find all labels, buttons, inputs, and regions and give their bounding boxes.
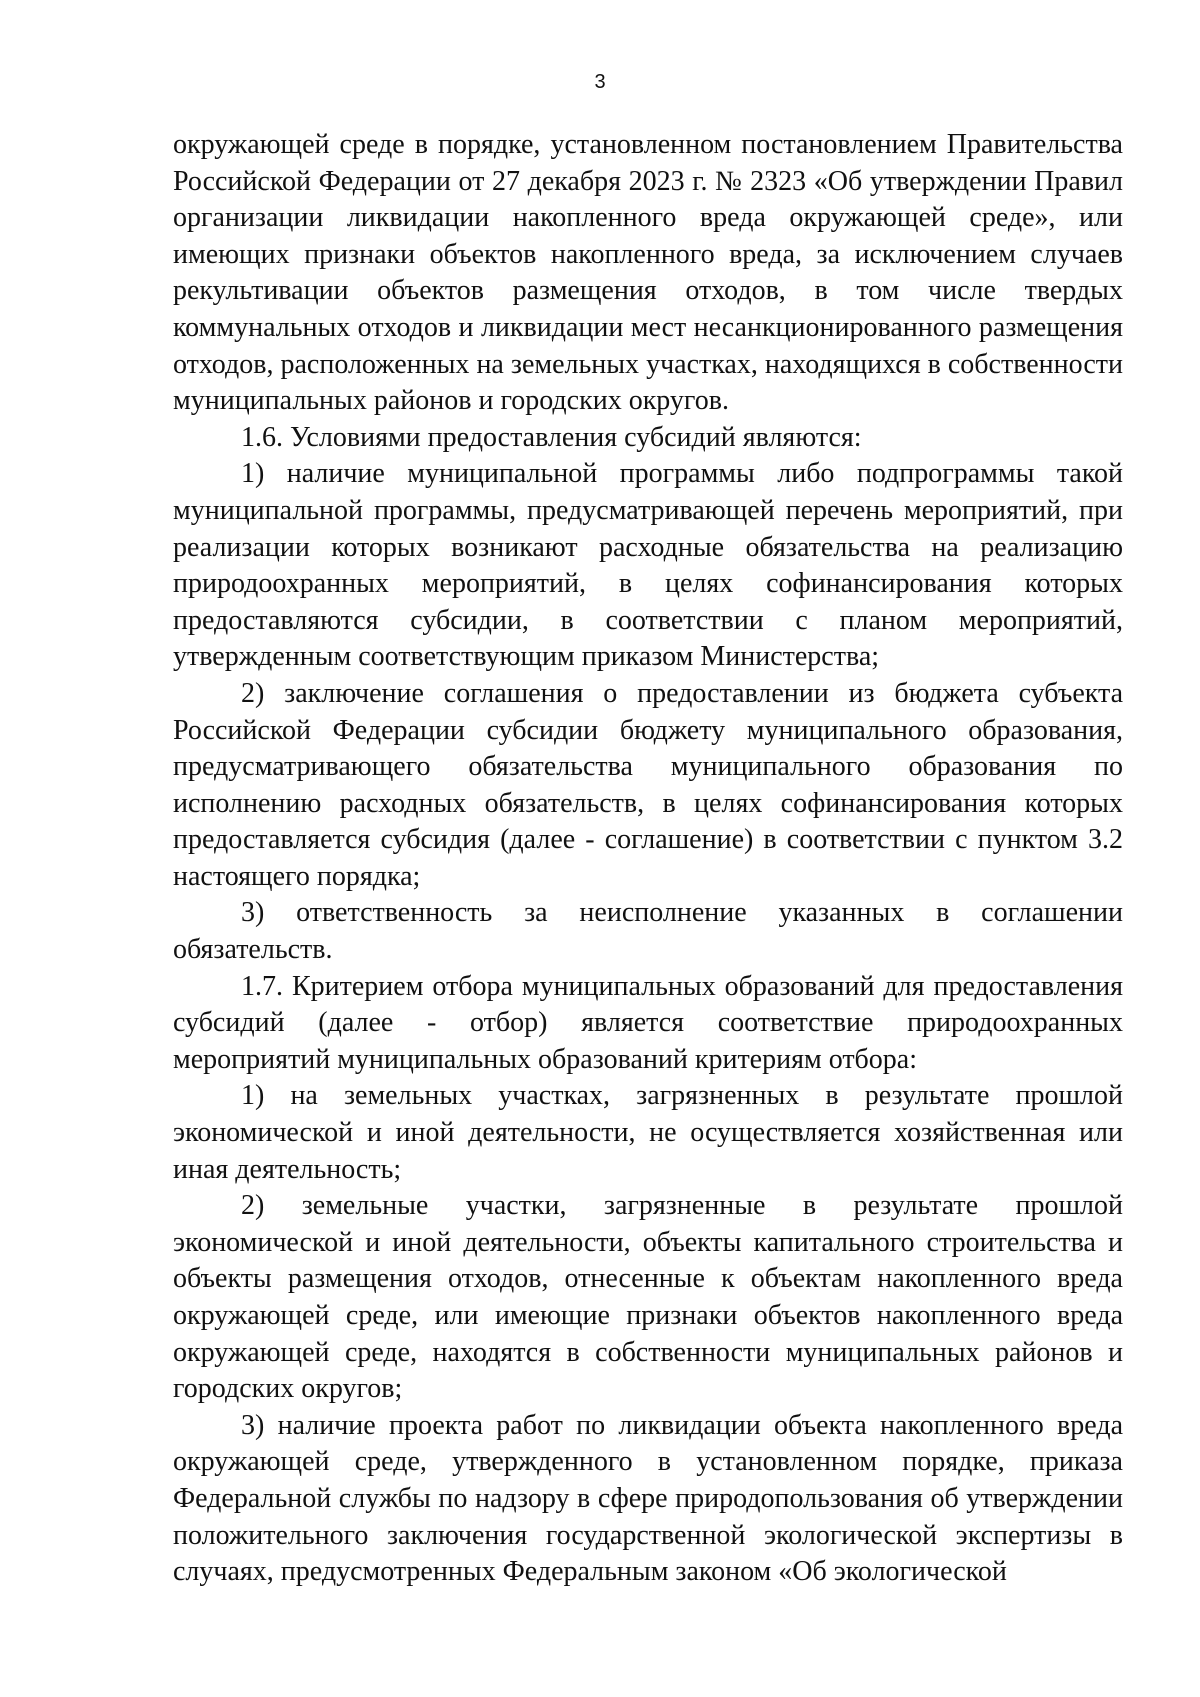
paragraph-1-6-item-2: 2) заключение соглашения о предоставлении из бюджета субъекта Российской Федерации субсидии бюджету муниципального образования, предусматривающего обязательства муниципального образования по исполнению расходных обязательств, в целях софинансирования которых предоставляется субсидия (далее - соглашение) в соответствии с пунктом 3.2 настоящего порядка; [173, 677, 1123, 892]
paragraph-intro-continuation: окружающей среде в порядке, установленном постановлением Правительства Российской Федерации от 27 декабря 2023 г. № 2323 «Об утверждении Правил организации ликвидации накопленного вреда окружающей среде», или имеющих признаки объектов накопленного вреда, за исключением случаев рекультивации объектов размещения отходов, в том числе твердых коммунальных отходов и ликвидации мест несанкционированного размещения отходов, расположенных на земельных участках, находящихся в собственности муниципальных районов и городских округов. [173, 129, 1123, 417]
document-body [173, 127, 1123, 1591]
page-number: 3 [594, 71, 606, 93]
paragraph-1-7-item-1: 1) на земельных участках, загрязненных в результате прошлой экономической и иной деятельности, не осуществляется хозяйственная или иная деятельность; [173, 1080, 1123, 1185]
paragraph-1-7-heading: 1.7. Критерием отбора муниципальных образований для предоставления субсидий (далее - отбор) является соответствие природоохранных мероприятий муниципальных образований критериям отбора: [173, 970, 1123, 1075]
paragraph-1-6-item-1: 1) наличие муниципальной программы либо подпрограммы такой муниципальной программы, предусматривающей перечень мероприятий, при реализации которых возникают расходные обязательства на реализацию природоохранных мероприятий, в целях софинансирования которых предоставляются субсидии, в соответствии с планом мероприятий, утвержденным соответствующим приказом Министерства; [173, 458, 1123, 673]
paragraph-1-6-heading: 1.6. Условиями предоставления субсидий являются: [241, 421, 862, 453]
paragraph-1-7-item-2: 2) земельные участки, загрязненные в результате прошлой экономической и иной деятельности, объекты капитального строительства и объекты размещения отходов, отнесенные к объектам накопленного вреда окружающей среде, или имеющие признаки объектов накопленного вреда окружающей среде, находятся в собственности муниципальных районов и городских округов; [173, 1190, 1123, 1405]
paragraph-1-6-item-3: 3) ответственность за неисполнение указанных в соглашении обязательств. [173, 897, 1123, 966]
paragraph-1-7-item-3: 3) наличие проекта работ по ликвидации объекта накопленного вреда окружающей среде, утвержденного в установленном порядке, приказа Федеральной службы по надзору в сфере природопользования об утверждении положительного заключения государственной экологической экспертизы в случаях, предусмотренных Федеральным законом «Об экологической [173, 1409, 1123, 1588]
